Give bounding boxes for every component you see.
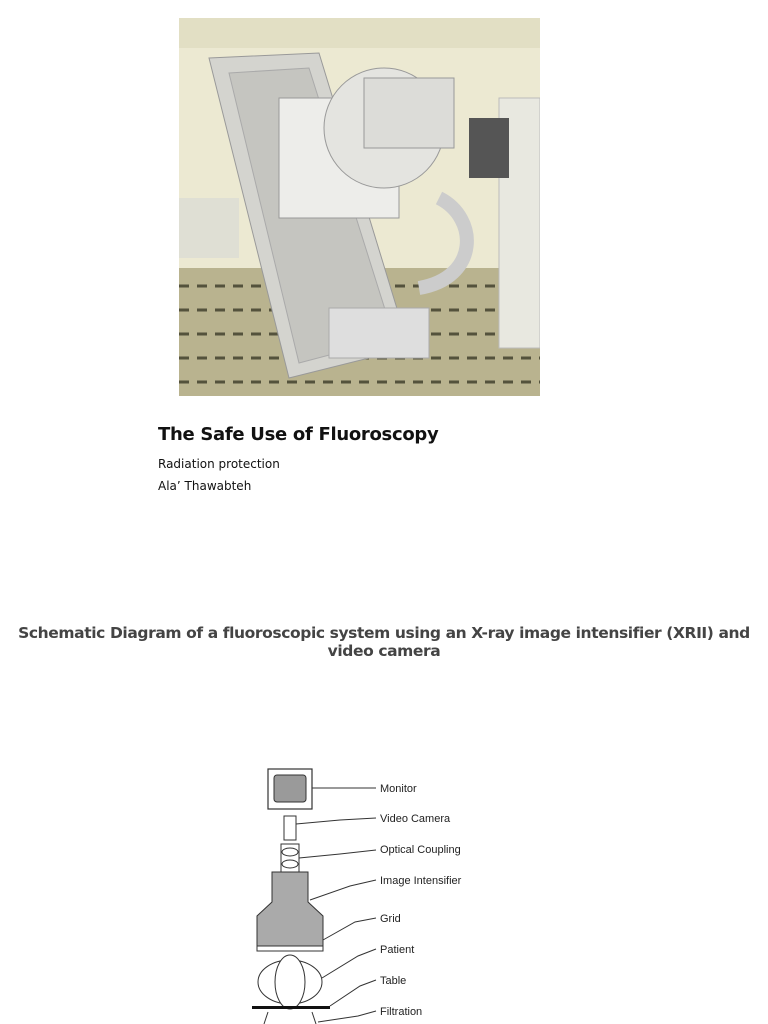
document-title: The Safe Use of Fluoroscopy xyxy=(158,424,439,445)
document-author: Ala’ Thawabteh xyxy=(158,479,252,493)
document-subtitle: Radiation protection xyxy=(158,457,280,471)
grid-shape xyxy=(257,946,323,951)
label-table: Table xyxy=(380,975,407,987)
fluoroscopy-equipment-photo xyxy=(179,18,540,396)
equipment-illustration xyxy=(179,18,540,396)
figure-caption: Schematic Diagram of a fluoroscopic system using an X-ray image intensifier (XRII) and video camera xyxy=(18,624,750,660)
label-patient: Patient xyxy=(380,944,415,956)
label-grid: Grid xyxy=(380,913,401,925)
table-shape xyxy=(252,1006,330,1009)
label-video-camera: Video Camera xyxy=(380,813,451,825)
label-image-intensifier: Image Intensifier xyxy=(380,875,462,887)
label-filtration: Filtration xyxy=(380,1006,423,1018)
image-intensifier-shape xyxy=(257,872,323,946)
label-monitor: Monitor xyxy=(380,783,417,795)
label-optical-coupling: Optical Coupling xyxy=(380,844,461,856)
video-camera-shape xyxy=(284,816,296,840)
fluoroscopy-schematic-diagram xyxy=(240,760,500,1024)
